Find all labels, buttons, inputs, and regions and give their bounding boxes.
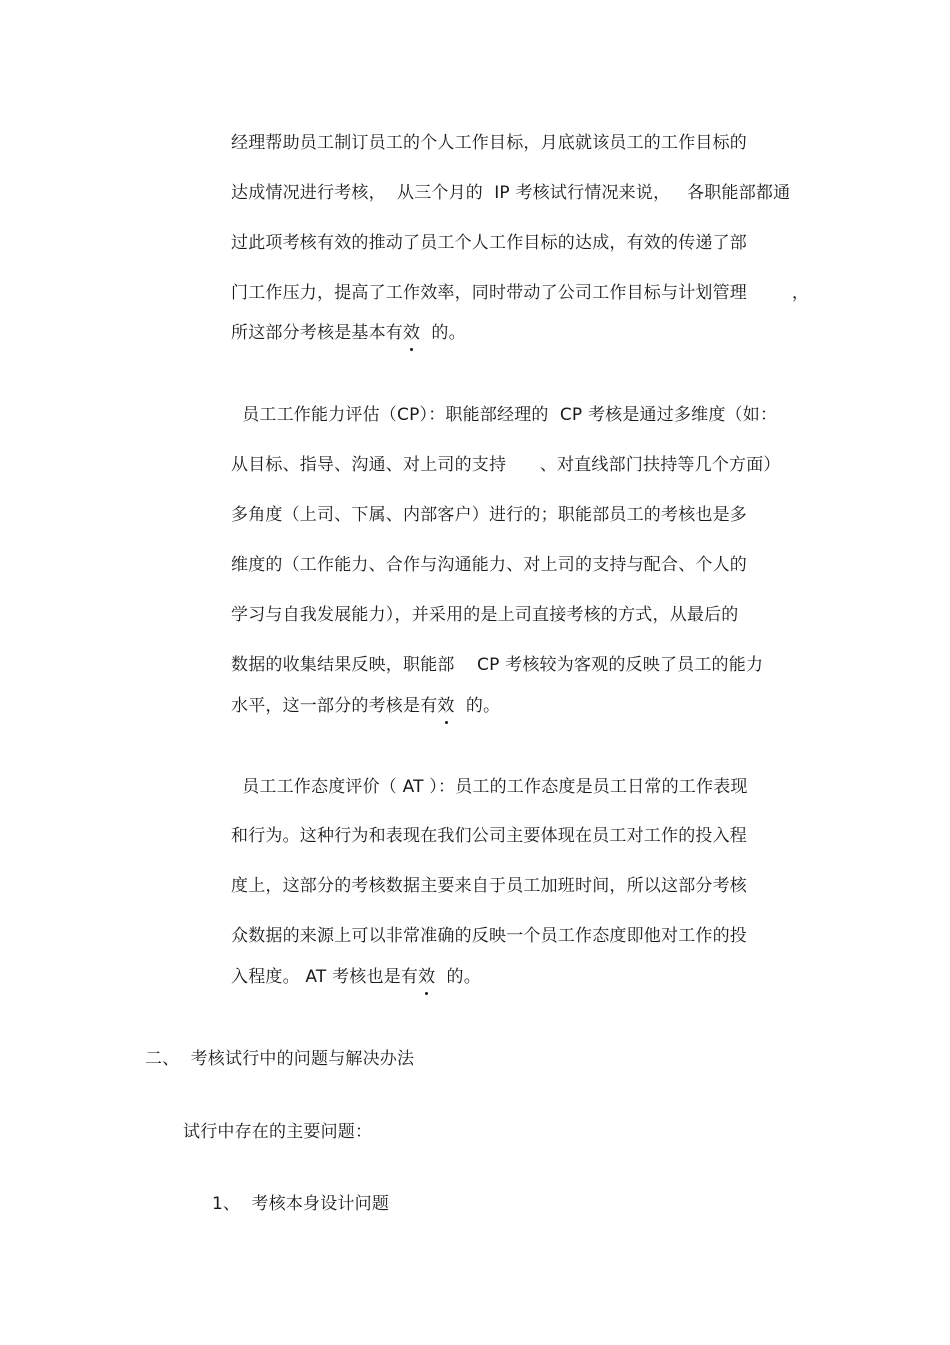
paragraph-ip-line-5-suffix: 的。 — [420, 323, 466, 343]
paragraph-cp-line-3: 多角度（上司、下属、内部客户）进行的；职能部员工的考核也是多 — [231, 505, 747, 525]
paragraph-at-line-5-prefix: 入程度。 AT 考核也是有 — [231, 967, 419, 987]
paragraph-ip-line-1: 经理帮助员工制订员工的个人工作目标，月底就该员工的工作目标的 — [231, 133, 747, 153]
section-heading: 二、 考核试行中的问题与解决办法 — [145, 1049, 415, 1069]
emphasis-mark: 效 — [437, 696, 455, 716]
paragraph-ip-line-5 — [231, 322, 466, 344]
paragraph-cp-line-4: 维度的（工作能力、合作与沟通能力、对上司的支持与配合、个人的 — [231, 555, 747, 575]
paragraph-cp-line-1: 员工工作能力评估（CP）：职能部经理的 CP 考核是通过多维度（如： — [231, 405, 778, 425]
paragraph-at-line-4: 众数据的来源上可以非常准确的反映一个员工作态度即他对工作的投 — [231, 926, 747, 946]
subheading: 试行中存在的主要问题： — [183, 1122, 373, 1142]
paragraph-ip-line-5-prefix: 所这部分考核是基本有 — [231, 323, 403, 343]
paragraph-cp-line-6: 数据的收集结果反映，职能部 CP 考核较为客观的反映了员工的能力 — [231, 655, 764, 675]
paragraph-ip-line-2: 达成情况进行考核， 从三个月的 IP 考核试行情况来说， 各职能部都通 — [231, 183, 791, 203]
paragraph-cp-line-7-suffix: 的。 — [454, 696, 501, 716]
paragraph-at-line-3: 度上，这部分的考核数据主要来自于员工加班时间，所以这部分考核 — [231, 876, 747, 896]
paragraph-ip-line-3: 过此项考核有效的推动了员工个人工作目标的达成，有效的传递了部 — [231, 233, 747, 253]
paragraph-cp-line-2: 从目标、指导、沟通、对上司的支持 、对直线部门扶持等几个方面） — [231, 455, 781, 475]
paragraph-at-line-1: 员工工作态度评价（ AT ）：员工的工作态度是员工日常的工作表现 — [231, 777, 748, 797]
numbered-item: 1、 考核本身设计问题 — [212, 1194, 390, 1214]
paragraph-cp-line-7 — [231, 695, 500, 717]
paragraph-at-line-2: 和行为。这种行为和表现在我们公司主要体现在员工对工作的投入程 — [231, 826, 747, 846]
paragraph-ip-line-4: 门工作压力，提高了工作效率，同时带动了公司工作目标与计划管理 ， — [231, 283, 810, 303]
emphasis-mark: 效 — [418, 967, 436, 987]
emphasis-mark: 效 — [403, 323, 421, 343]
paragraph-at-line-5-suffix: 的。 — [435, 967, 481, 987]
paragraph-cp-line-5: 学习与自我发展能力），并采用的是上司直接考核的方式，从最后的 — [231, 605, 739, 625]
paragraph-cp-line-7-prefix: 水平，这一部分的考核是有 — [231, 696, 438, 716]
paragraph-at-line-5 — [231, 966, 481, 988]
